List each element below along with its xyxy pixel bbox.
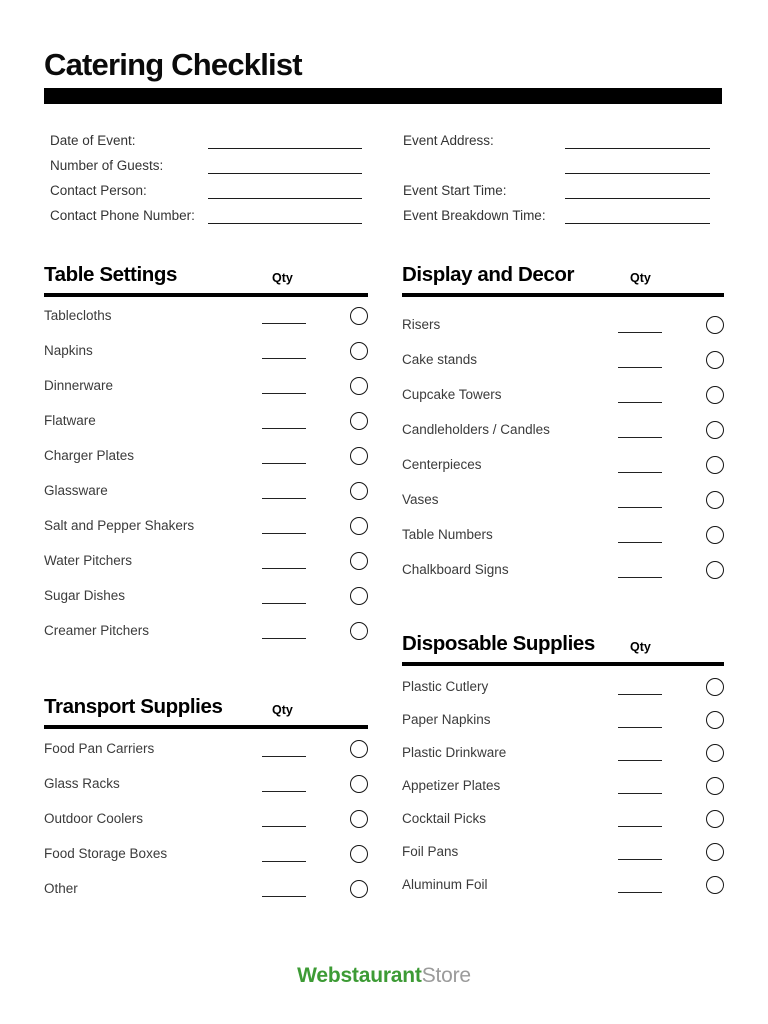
page-title: Catering Checklist: [44, 47, 302, 82]
checklist-item-row: [402, 670, 724, 703]
quantity-blank-line: [262, 483, 306, 499]
qty-column-header: Qty: [272, 271, 293, 285]
checklist-item-row: [44, 333, 368, 368]
checklist-item-row: [44, 368, 368, 403]
event-info-form-left: [50, 128, 362, 228]
brand-logo-primary: Webstaurant: [297, 964, 422, 987]
checklist-item-label: Food Pan Carriers: [44, 741, 155, 756]
checklist-item-label: Vases: [402, 492, 439, 507]
quantity-blank-line: [618, 457, 662, 473]
quantity-blank-line: [262, 776, 306, 792]
checklist-item-row: [44, 298, 368, 333]
quantity-blank-line: [618, 712, 662, 728]
form-fill-in-line: [565, 148, 710, 149]
section-item-list: [44, 298, 368, 648]
checkbox-circle: [350, 377, 368, 395]
checkbox-circle: [350, 482, 368, 500]
checklist-item-row: [402, 552, 724, 587]
checklist-item-row: [44, 731, 368, 766]
checkbox-circle: [350, 587, 368, 605]
checkbox-circle: [706, 421, 724, 439]
quantity-blank-line: [262, 308, 306, 324]
checklist-item-label: Sugar Dishes: [44, 588, 126, 603]
section-item-list: [402, 670, 724, 901]
form-field-label: Contact Phone Number:: [50, 208, 195, 223]
checklist-item-row: [44, 801, 368, 836]
checklist-item-row: [44, 438, 368, 473]
form-row: [403, 128, 710, 153]
checkbox-circle: [350, 517, 368, 535]
quantity-blank-line: [618, 562, 662, 578]
section-divider: [44, 293, 368, 297]
checkbox-circle: [706, 386, 724, 404]
quantity-blank-line: [262, 518, 306, 534]
section-table-settings: [44, 261, 368, 648]
section-divider: [44, 725, 368, 729]
checklist-item-label: Plastic Cutlery: [402, 679, 489, 694]
checklist-item-label: Risers: [402, 317, 441, 332]
checkbox-circle: [706, 316, 724, 334]
brand-logo-secondary: Store: [421, 964, 471, 987]
form-fill-in-line: [565, 223, 710, 224]
form-fill-in-line: [208, 198, 362, 199]
checklist-item-label: Plastic Drinkware: [402, 745, 507, 760]
checklist-item-label: Appetizer Plates: [402, 778, 501, 793]
checklist-item-row: [44, 578, 368, 613]
quantity-blank-line: [618, 352, 662, 368]
quantity-blank-line: [618, 422, 662, 438]
section-title: Transport Supplies: [44, 695, 223, 718]
checklist-item-label: Glassware: [44, 483, 108, 498]
checklist-item-label: Cocktail Picks: [402, 811, 487, 826]
form-row: [403, 178, 710, 203]
checkbox-circle: [706, 843, 724, 861]
form-fill-in-line: [565, 198, 710, 199]
checkbox-circle: [350, 307, 368, 325]
checklist-item-label: Flatware: [44, 413, 96, 428]
checklist-item-row: [402, 868, 724, 901]
checklist-item-row: [402, 736, 724, 769]
checklist-item-label: Creamer Pitchers: [44, 623, 150, 638]
checklist-item-row: [44, 836, 368, 871]
event-info-form-right: [403, 128, 710, 228]
checklist-item-row: [402, 802, 724, 835]
checklist-item-row: [44, 508, 368, 543]
section-disposable-supplies: [402, 630, 724, 901]
checkbox-circle: [706, 456, 724, 474]
quantity-blank-line: [262, 623, 306, 639]
section-title: Display and Decor: [402, 263, 575, 286]
title-divider-bar: [44, 88, 722, 104]
quantity-blank-line: [262, 741, 306, 757]
section-divider: [402, 662, 724, 666]
checkbox-circle: [350, 880, 368, 898]
checkbox-circle: [706, 561, 724, 579]
qty-column-header: Qty: [272, 703, 293, 717]
checklist-item-row: [402, 342, 724, 377]
form-field-label: Event Address:: [403, 133, 494, 148]
quantity-blank-line: [262, 448, 306, 464]
checklist-item-label: Cake stands: [402, 352, 478, 367]
section-display-and-decor: [402, 261, 724, 587]
quantity-blank-line: [262, 343, 306, 359]
checklist-item-label: Table Numbers: [402, 527, 493, 542]
quantity-blank-line: [618, 679, 662, 695]
form-row: [50, 153, 362, 178]
section-header: [402, 261, 724, 288]
quantity-blank-line: [618, 778, 662, 794]
quantity-blank-line: [618, 844, 662, 860]
checklist-item-row: [402, 377, 724, 412]
checkbox-circle: [350, 740, 368, 758]
checklist-item-row: [44, 473, 368, 508]
section-header: [44, 261, 368, 288]
checklist-item-row: [402, 482, 724, 517]
checkbox-circle: [350, 622, 368, 640]
quantity-blank-line: [262, 553, 306, 569]
checkbox-circle: [350, 342, 368, 360]
section-title: Disposable Supplies: [402, 632, 595, 655]
checklist-item-label: Dinnerware: [44, 378, 114, 393]
checklist-item-label: Food Storage Boxes: [44, 846, 168, 861]
brand-logo: [0, 963, 768, 989]
form-field-label: Contact Person:: [50, 183, 147, 198]
checklist-item-label: Cupcake Towers: [402, 387, 502, 402]
checklist-item-label: Centerpieces: [402, 457, 482, 472]
checklist-item-label: Other: [44, 881, 78, 896]
checkbox-circle: [706, 526, 724, 544]
checkbox-circle: [706, 744, 724, 762]
checkbox-circle: [706, 351, 724, 369]
quantity-blank-line: [618, 877, 662, 893]
quantity-blank-line: [618, 492, 662, 508]
checklist-item-row: [44, 766, 368, 801]
checkbox-circle: [350, 775, 368, 793]
form-fill-in-line: [208, 148, 362, 149]
form-row: [403, 153, 710, 178]
form-field-label: Event Breakdown Time:: [403, 208, 546, 223]
checklist-item-row: [402, 769, 724, 802]
checklist-item-label: Napkins: [44, 343, 93, 358]
checkbox-circle: [350, 412, 368, 430]
qty-column-header: Qty: [630, 271, 651, 285]
checklist-item-label: Water Pitchers: [44, 553, 133, 568]
quantity-blank-line: [262, 378, 306, 394]
form-field-label: Date of Event:: [50, 133, 136, 148]
checklist-item-row: [402, 703, 724, 736]
section-item-list: [402, 307, 724, 587]
form-row: [403, 203, 710, 228]
section-header: [44, 693, 368, 720]
quantity-blank-line: [618, 745, 662, 761]
checkbox-circle: [706, 678, 724, 696]
checklist-item-label: Glass Racks: [44, 776, 120, 791]
checklist-item-label: Tablecloths: [44, 308, 112, 323]
form-field-label: Number of Guests:: [50, 158, 164, 173]
checklist-item-row: [44, 403, 368, 438]
form-row: [50, 178, 362, 203]
form-fill-in-line: [208, 173, 362, 174]
checklist-item-label: Aluminum Foil: [402, 877, 488, 892]
section-transport-supplies: [44, 693, 368, 906]
quantity-blank-line: [618, 317, 662, 333]
checkbox-circle: [706, 777, 724, 795]
quantity-blank-line: [262, 413, 306, 429]
checklist-item-label: Chalkboard Signs: [402, 562, 509, 577]
checkbox-circle: [706, 876, 724, 894]
checklist-item-row: [402, 835, 724, 868]
checkbox-circle: [706, 491, 724, 509]
quantity-blank-line: [618, 527, 662, 543]
form-row: [50, 203, 362, 228]
quantity-blank-line: [262, 588, 306, 604]
form-fill-in-line: [565, 173, 710, 174]
checklist-item-row: [402, 412, 724, 447]
section-divider: [402, 293, 724, 297]
qty-column-header: Qty: [630, 640, 651, 654]
checklist-item-row: [44, 613, 368, 648]
checklist-item-row: [402, 307, 724, 342]
checklist-item-label: Outdoor Coolers: [44, 811, 144, 826]
checklist-item-label: Candleholders / Candles: [402, 422, 550, 437]
checkbox-circle: [350, 810, 368, 828]
checklist-item-label: Paper Napkins: [402, 712, 491, 727]
checkbox-circle: [350, 552, 368, 570]
checklist-item-label: Charger Plates: [44, 448, 135, 463]
form-field-label: Event Start Time:: [403, 183, 507, 198]
checkbox-circle: [350, 845, 368, 863]
form-row: [50, 128, 362, 153]
section-item-list: [44, 731, 368, 906]
quantity-blank-line: [618, 387, 662, 403]
quantity-blank-line: [262, 881, 306, 897]
quantity-blank-line: [618, 811, 662, 827]
checklist-item-row: [402, 517, 724, 552]
checklist-item-label: Foil Pans: [402, 844, 459, 859]
section-title: Table Settings: [44, 263, 177, 286]
checkbox-circle: [350, 447, 368, 465]
checkbox-circle: [706, 711, 724, 729]
checklist-item-label: Salt and Pepper Shakers: [44, 518, 195, 533]
form-fill-in-line: [208, 223, 362, 224]
quantity-blank-line: [262, 846, 306, 862]
checklist-item-row: [402, 447, 724, 482]
checklist-item-row: [44, 871, 368, 906]
quantity-blank-line: [262, 811, 306, 827]
checkbox-circle: [706, 810, 724, 828]
section-header: [402, 630, 724, 657]
checklist-item-row: [44, 543, 368, 578]
